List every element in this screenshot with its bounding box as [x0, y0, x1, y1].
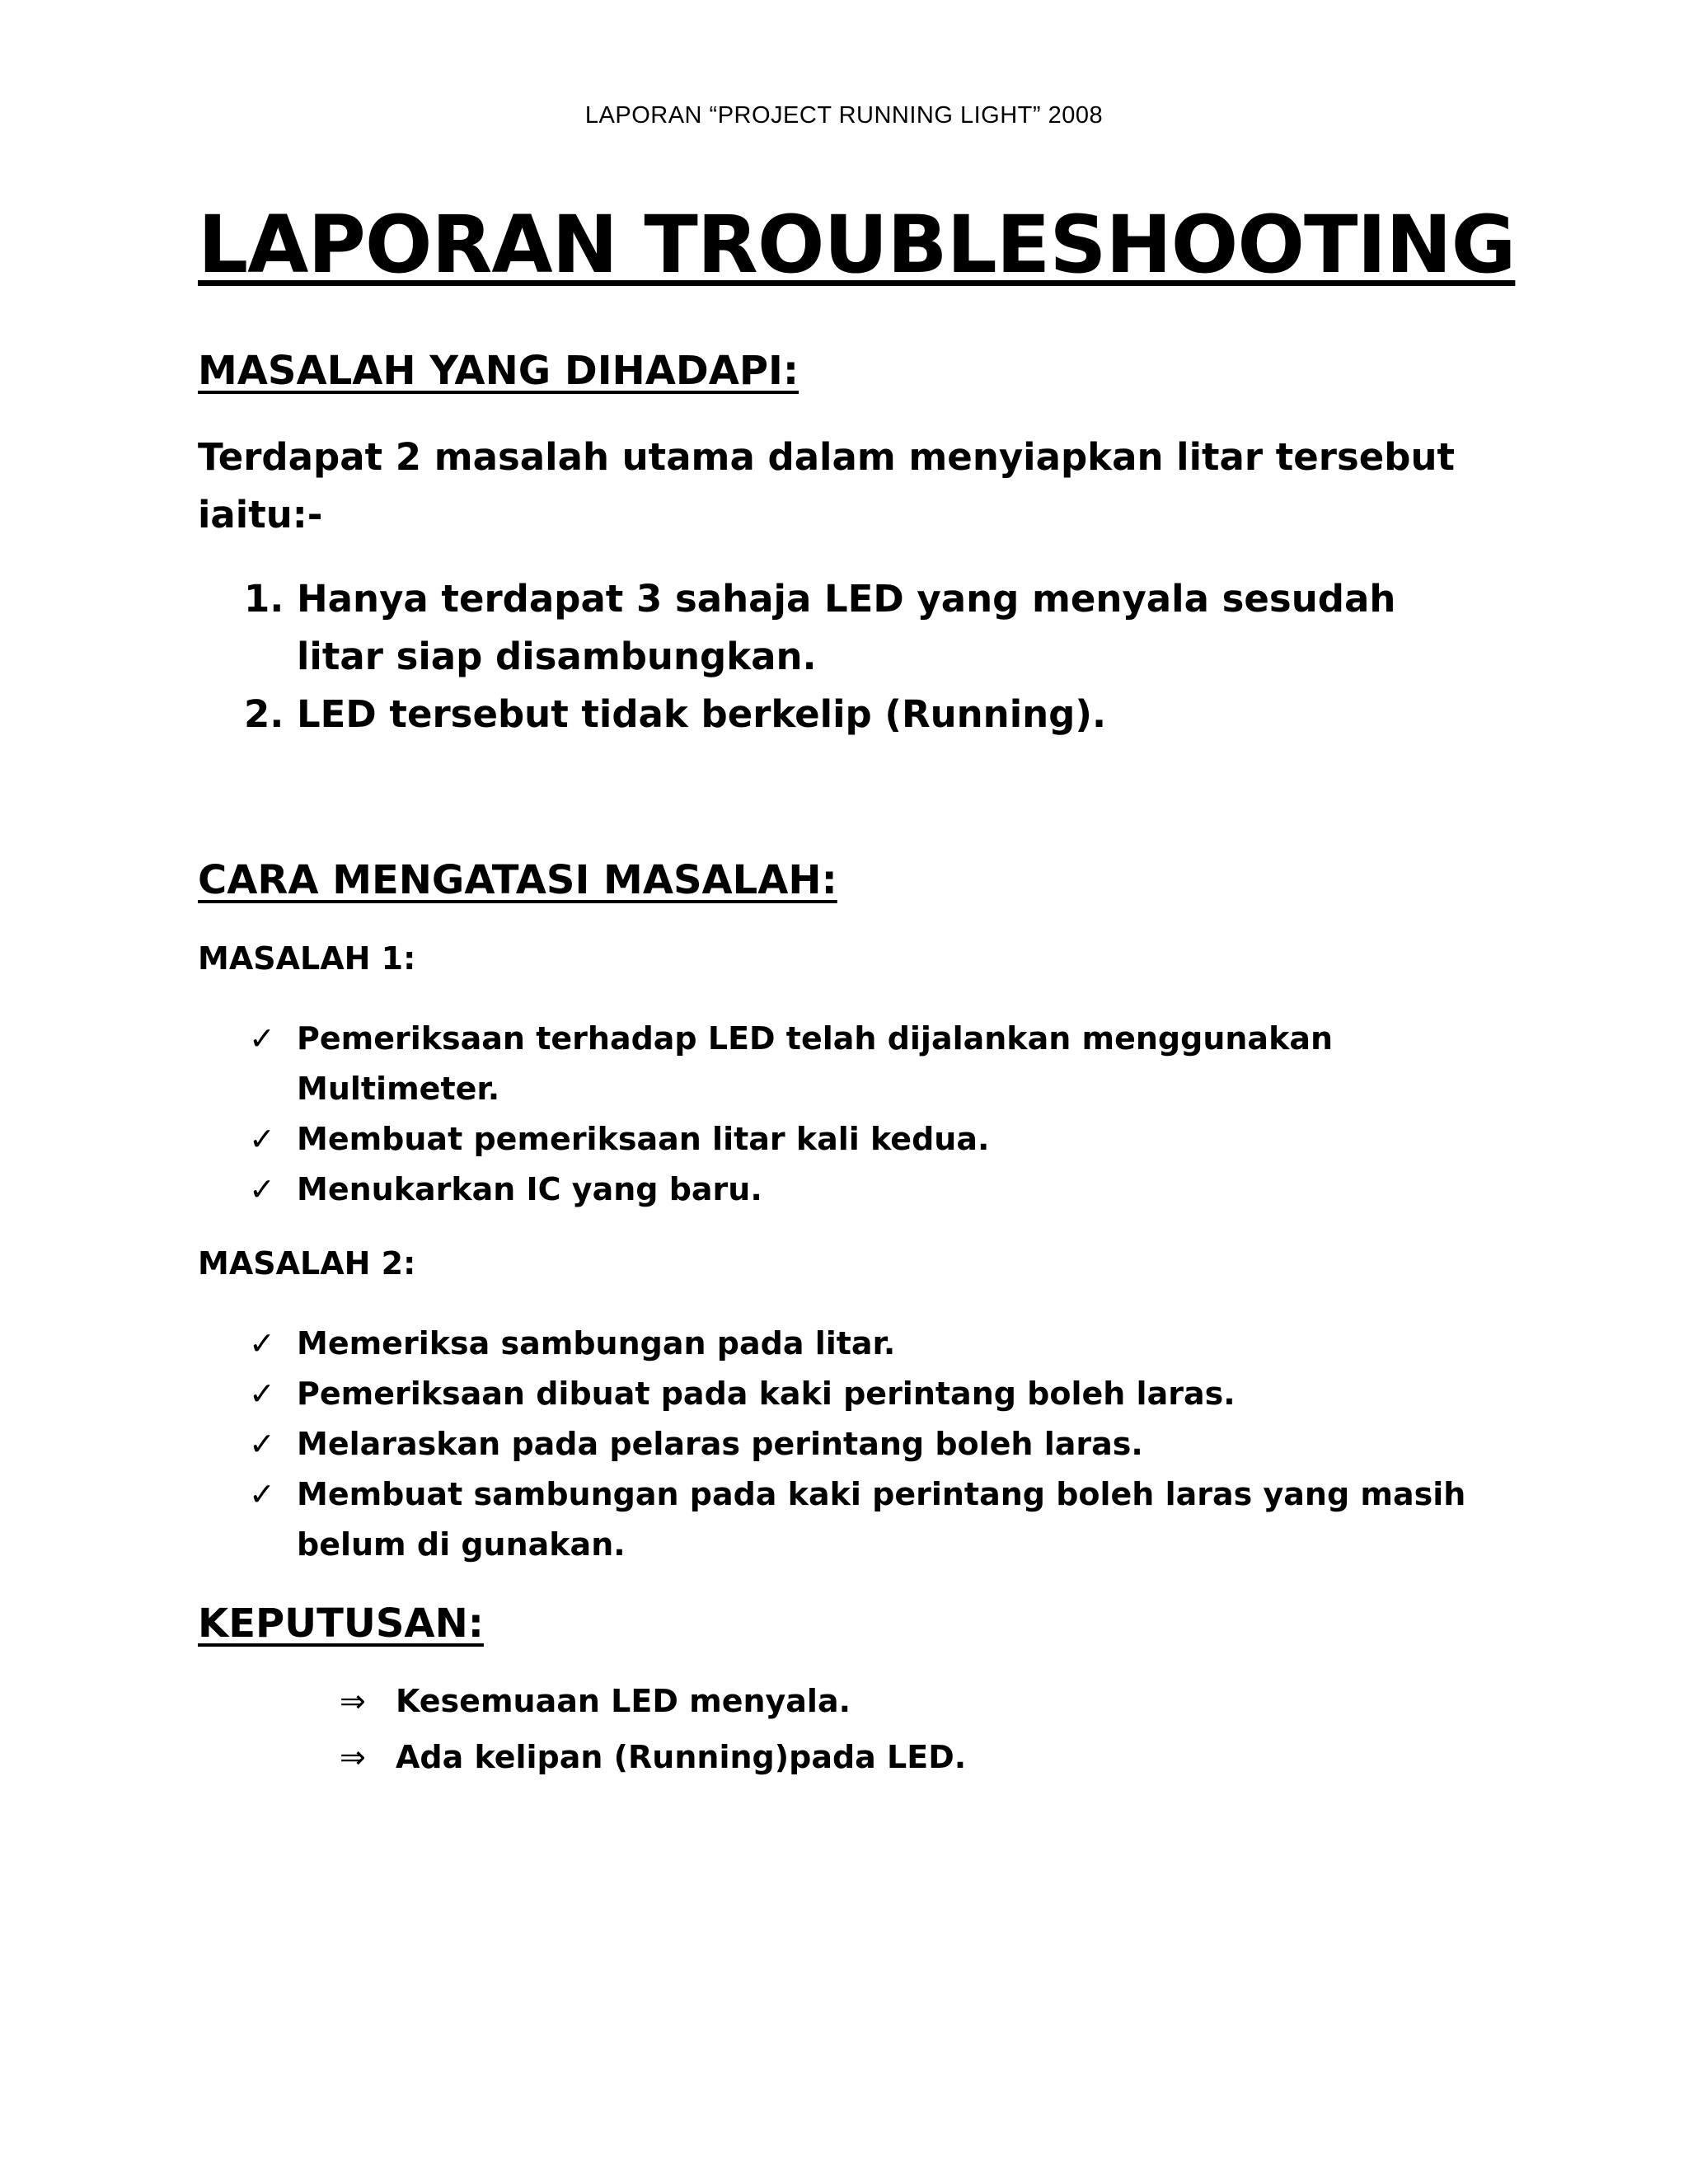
conclusion-item	[340, 1673, 1493, 1729]
solution-item	[198, 1319, 1500, 1369]
solution-item	[198, 1469, 1500, 1570]
problem2-label: MASALAH 2:	[198, 1245, 416, 1282]
problem-item-text: LED tersebut tidak berkelip (Running).	[297, 692, 1107, 736]
item-number: 2.	[244, 692, 284, 736]
page-header: LAPORAN “PROJECT RUNNING LIGHT” 2008	[584, 102, 1104, 129]
checkmark-icon: ✓	[249, 1426, 275, 1462]
checkmark-icon: ✓	[249, 1476, 275, 1512]
problem-item	[198, 570, 1484, 686]
solution-item-text: Pemeriksaan dibuat pada kaki perintang boleh laras.	[297, 1376, 1236, 1412]
solution-item	[198, 1369, 1500, 1419]
problems-intro: Terdapat 2 masalah utama dalam menyiapkan litar tersebut iaitu:-	[198, 435, 1456, 537]
solution-item	[198, 1419, 1500, 1469]
double-arrow-icon: ⇒	[340, 1683, 366, 1719]
checkmark-icon: ✓	[249, 1121, 275, 1157]
conclusion-item	[340, 1729, 1493, 1785]
checkmark-icon: ✓	[249, 1325, 275, 1361]
solution-item-text: Memeriksa sambungan pada litar.	[297, 1325, 896, 1361]
conclusion-item-text: Ada kelipan (Running)pada LED.	[396, 1739, 967, 1775]
solution-item	[198, 1165, 1500, 1215]
solution-item-text: Membuat pemeriksaan litar kali kedua.	[297, 1121, 990, 1157]
item-number: 1.	[244, 577, 284, 621]
solution-item	[198, 1014, 1500, 1114]
problem2-solution-list	[198, 1319, 1500, 1570]
conclusion-list	[340, 1673, 1493, 1785]
problem-item-text: Hanya terdapat 3 sahaja LED yang menyala sesudah litar siap disambungkan.	[297, 577, 1396, 678]
document-title: LAPORAN TROUBLESHOOTING	[198, 199, 1516, 291]
conclusion-heading: KEPUTUSAN:	[198, 1601, 484, 1647]
solution-item-text: Menukarkan IC yang baru.	[297, 1171, 762, 1207]
solution-item-text: Pemeriksaan terhadap LED telah dijalankan menggunakan Multimeter.	[297, 1020, 1334, 1107]
solution-item-text: Melaraskan pada pelaras perintang boleh laras.	[297, 1426, 1143, 1462]
problems-heading: MASALAH YANG DIHADAPI:	[198, 348, 799, 394]
solution-item	[198, 1114, 1500, 1165]
problem-item	[198, 686, 1484, 743]
solution-item-text: Membuat sambungan pada kaki perintang boleh laras yang masih belum di gunakan.	[297, 1476, 1466, 1563]
checkmark-icon: ✓	[249, 1171, 275, 1207]
conclusion-item-text: Kesemuaan LED menyala.	[396, 1683, 851, 1719]
double-arrow-icon: ⇒	[340, 1739, 366, 1775]
problem1-label: MASALAH 1:	[198, 940, 416, 977]
solutions-heading: CARA MENGATASI MASALAH:	[198, 857, 837, 903]
checkmark-icon: ✓	[249, 1020, 275, 1057]
checkmark-icon: ✓	[249, 1376, 275, 1412]
problem1-solution-list	[198, 1014, 1500, 1215]
problems-list	[198, 570, 1484, 743]
